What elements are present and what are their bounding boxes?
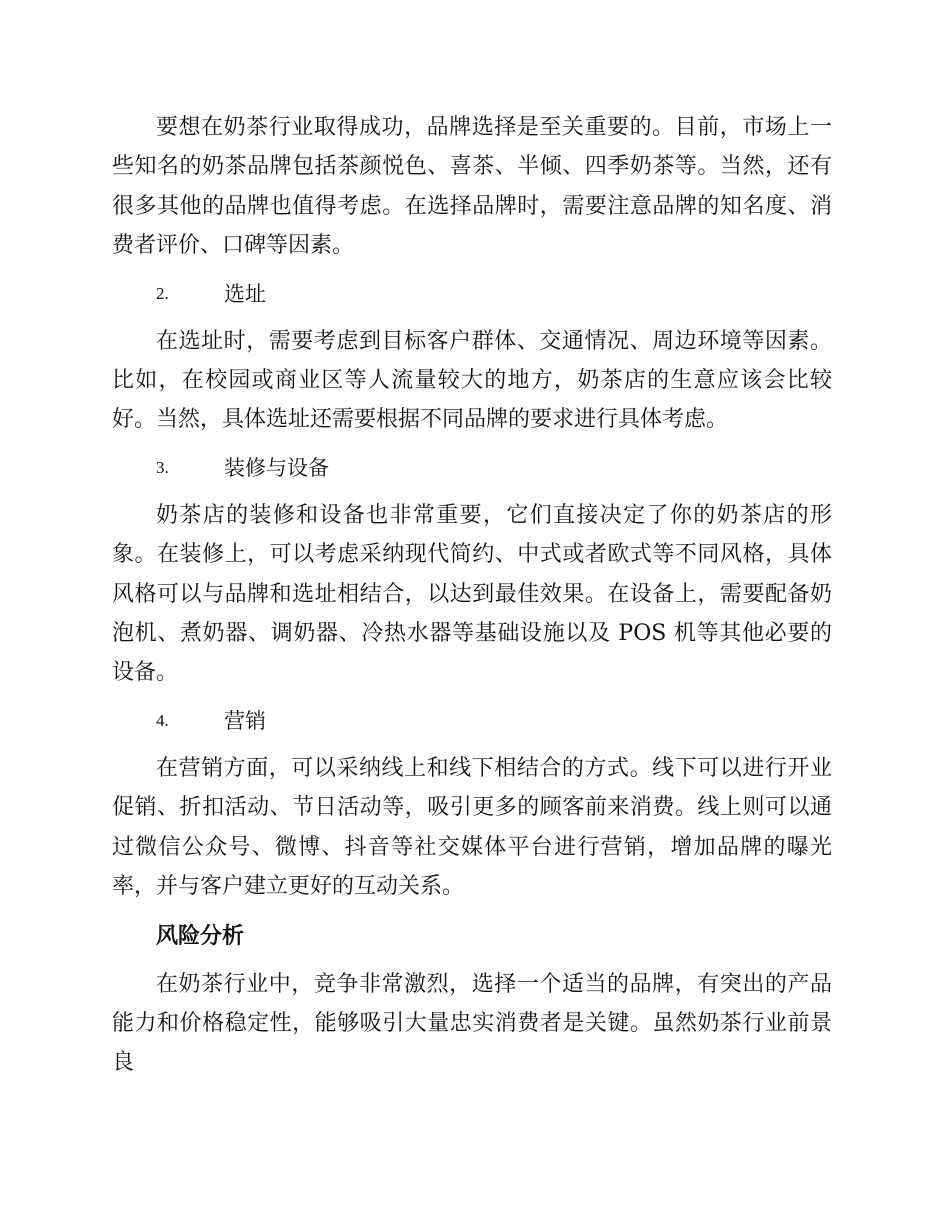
list-heading-marketing — [112, 701, 832, 741]
section-heading-risk: 风险分析 — [156, 922, 245, 949]
list-heading-decoration — [112, 448, 832, 488]
list-number: 2. — [156, 283, 169, 303]
list-title: 营销 — [224, 708, 266, 733]
list-heading-location — [112, 274, 832, 314]
list-number: 3. — [156, 457, 169, 477]
paragraph-decoration: 奶茶店的装修和设备也非常重要，它们直接决定了你的奶茶店的形象。在装修上，可以考虑采纳现代简约、中式或者欧式等不同风格，具体风格可以与品牌和选址相结合，以达到最佳效果。在设备上，需要配备奶泡机、煮奶器、调奶器、冷热水器等基础设施以及 POS 机等其他必要的设备。 — [112, 502, 832, 686]
document-page — [112, 108, 832, 1083]
list-title: 装修与设备 — [224, 455, 329, 480]
paragraph-location: 在选址时，需要考虑到目标客户群体、交通情况、周边环境等因素。比如，在校园或商业区等人流量较大的地方，奶茶店的生意应该会比较好。当然，具体选址还需要根据不同品牌的要求进行具体考虑。 — [112, 328, 832, 433]
list-title: 选址 — [224, 281, 266, 306]
paragraph-marketing: 在营销方面，可以采纳线上和线下相结合的方式。线下可以进行开业促销、折扣活动、节日活动等，吸引更多的顾客前来消费。线上则可以通过微信公众号、微博、抖音等社交媒体平台进行营销，增加品牌的曝光率，并与客户建立更好的互动关系。 — [112, 755, 832, 900]
list-number: 4. — [156, 710, 169, 730]
paragraph-risk: 在奶茶行业中，竞争非常激烈，选择一个适当的品牌，有突出的产品能力和价格稳定性，能够吸引大量忠实消费者是关键。虽然奶茶行业前景良 — [112, 971, 832, 1076]
paragraph-brand-choice: 要想在奶茶行业取得成功，品牌选择是至关重要的。目前，市场上一些知名的奶茶品牌包括茶颜悦色、喜茶、半倾、四季奶茶等。当然，还有很多其他的品牌也值得考虑。在选择品牌时，需要注意品牌的知名度、消费者评价、口碑等因素。 — [112, 115, 832, 259]
